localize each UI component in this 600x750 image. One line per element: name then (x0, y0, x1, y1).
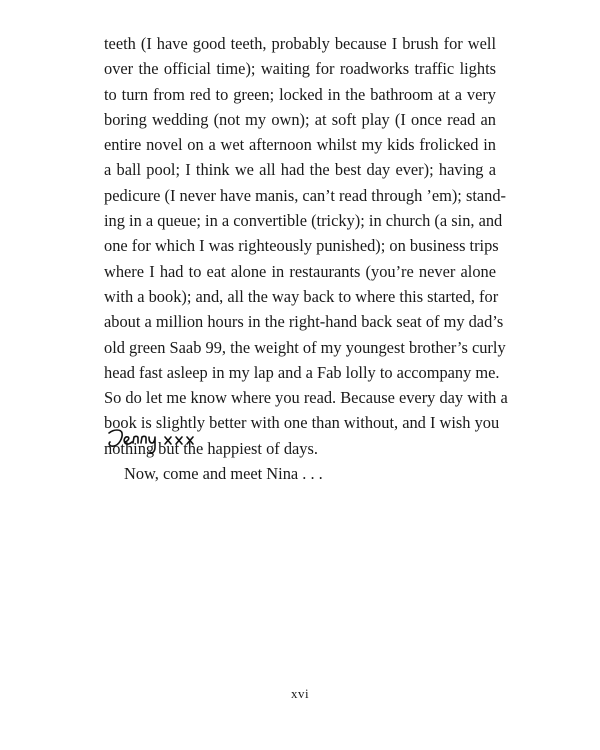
text-line: nothing but the happiest of days. (104, 438, 318, 458)
text-line: to turn from red to green; locked in the bathroom at a very (104, 84, 496, 104)
text-line: boring wedding (not my own); at soft play (I once read an (104, 109, 496, 129)
signature-icon (105, 425, 215, 461)
text-line: about a million hours in the right-hand back seat of my dad’s (104, 312, 504, 332)
text-line: entire novel on a wet afternoon whilst my kids frolicked in (104, 135, 496, 155)
handwritten-signature (105, 425, 215, 461)
text-line: a ball pool; I think we all had the best day ever); having a (104, 160, 496, 180)
text-line: pedicure (I never have manis, can’t read through ’em); stand- (104, 185, 507, 205)
text-line: head fast asleep in my lap and a Fab lolly to accompany me. (104, 362, 500, 382)
text-line: over the official time); waiting for roadworks traffic lights (104, 59, 496, 79)
text-line: old green Saab 99, the weight of my youngest brother’s curly (104, 337, 506, 357)
text-line: with a book); and, all the way back to where this started, for (104, 286, 499, 306)
closing-line: Now, come and meet Nina . . . (124, 464, 323, 484)
body-text (104, 31, 508, 486)
page-number: xvi (290, 686, 310, 701)
text-line: one for which I was righteously punished); on business trips (104, 236, 499, 256)
text-line: So do let me know where you read. Because every day with a (104, 388, 508, 408)
text-line: ing in a queue; in a convertible (tricky); in church (a sin, and (104, 211, 503, 231)
text-line: book is slightly better with one than without, and I wish you (104, 413, 500, 433)
text-line: teeth (I have good teeth, probably because I brush for well (104, 34, 496, 53)
text-line: where I had to eat alone in restaurants (you’re never alone (104, 261, 496, 281)
